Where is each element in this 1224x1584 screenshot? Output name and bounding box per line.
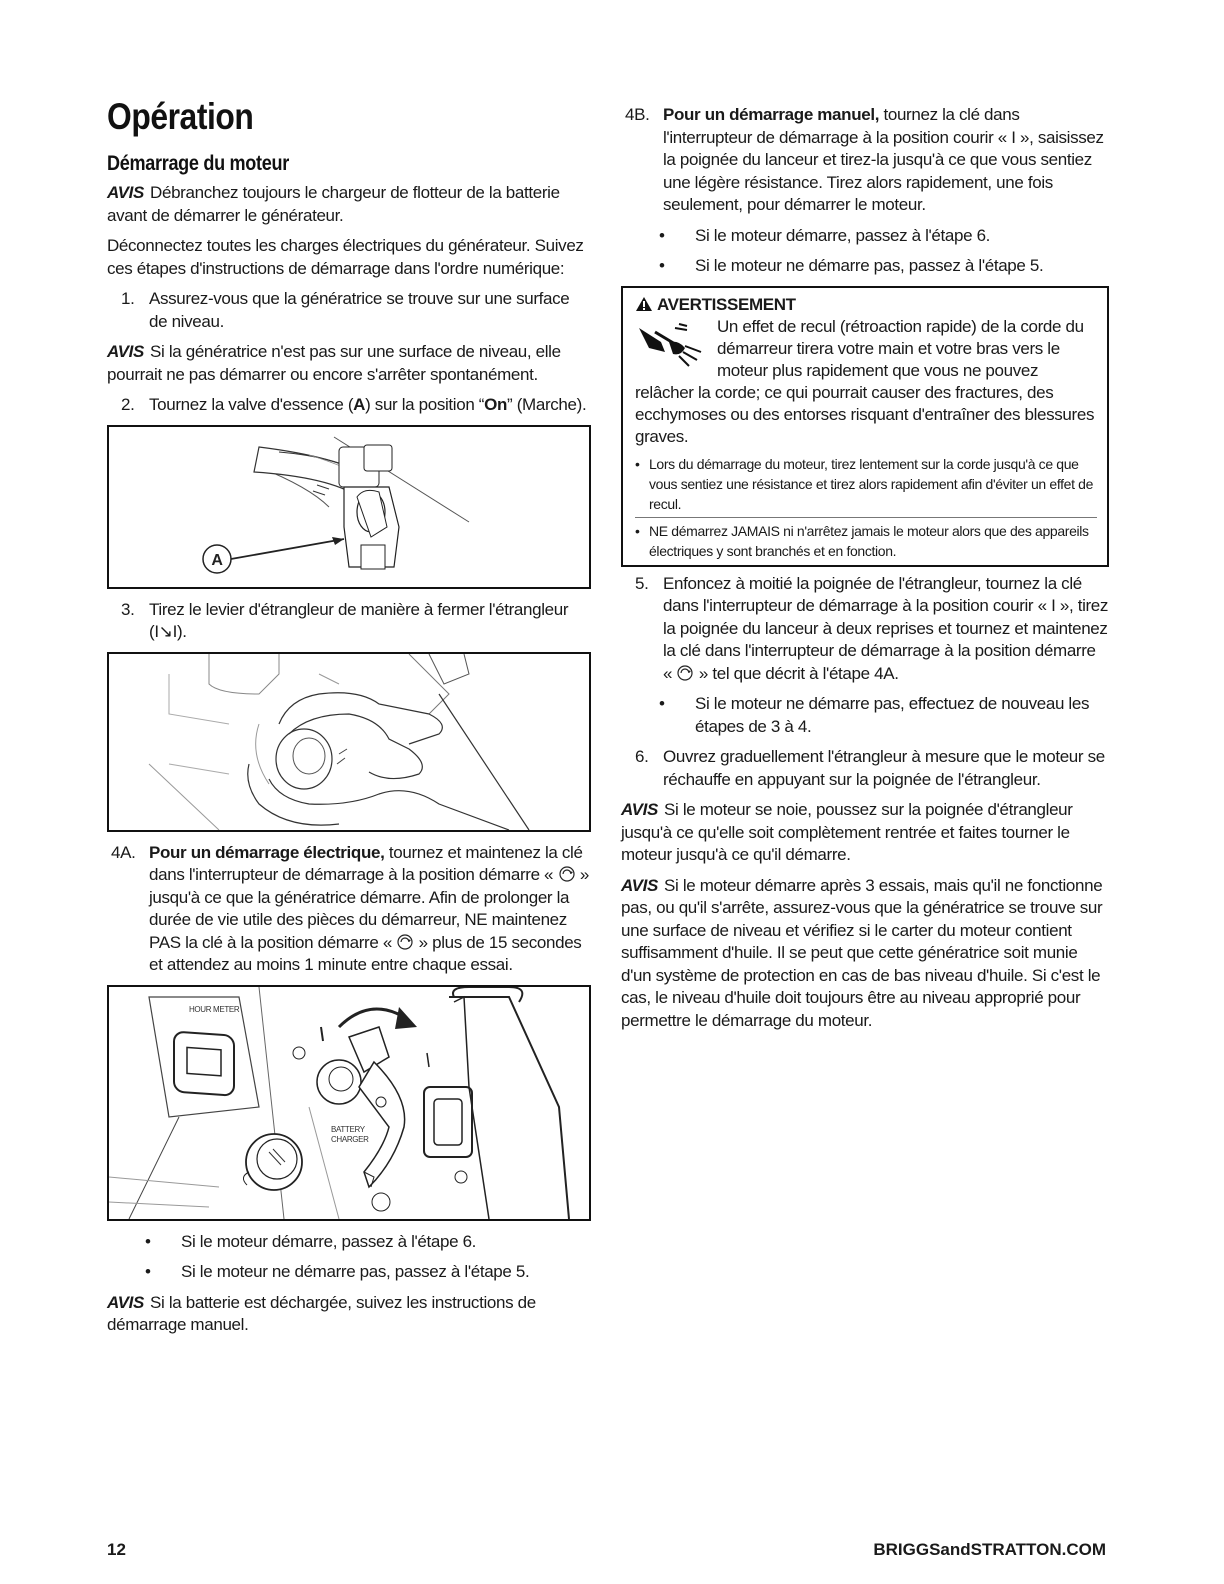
step5-bullet: • Si le moteur ne démarre pas, effectuez de nouveau les étapes de 3 à 4. — [659, 694, 1090, 736]
step-number: 5. — [635, 573, 649, 593]
step-number: 4A. — [111, 842, 136, 862]
left-column — [107, 96, 591, 1345]
avis-label: AVIS — [107, 1292, 145, 1312]
notice-text: Si le moteur se noie, poussez sur la poignée d'étrangleur jusqu'à ce qu'elle soit complètement rentrée et faites tourner le moteur jusqu'à ce qu'il démarre. — [621, 800, 1073, 864]
step-text: Pour un démarrage manuel, tournez la clé dans l'interrupteur de démarrage à la position courir « I », saisissez la poignée du lanceur et tirez-la jusqu'à ce que vous sentiez une légère résistance. Tirez alors rapidement, une fois seulement, pour démarrer le moteur. — [663, 105, 1104, 214]
right-bullet-2: • Si le moteur ne démarre pas, passez à l'étape 5. — [659, 256, 1044, 275]
figure-choke-lever — [107, 652, 591, 832]
step-text: Tirez le levier d'étrangleur de manière à fermer l'étrangleur (I↘I). — [149, 599, 569, 641]
step-text: Pour un démarrage électrique, tournez et maintenez la clé dans l'interrupteur de démarrage à la position démarre « » jusqu'à ce que la génératrice démarre. Afin de prolonger la durée de vie utile des pièces du démarreur, NE maintenez PAS la clé à la position démarre « » plus de 15 secondes et attendez au moins 1 minute entre chaque essai. — [149, 842, 590, 974]
avis-label: AVIS — [107, 342, 145, 361]
page-title: Opération — [107, 96, 254, 137]
step-text: Tournez la valve d'essence (A) sur la position “On” (Marche). — [149, 395, 587, 414]
battery-label: BATTERY — [331, 1124, 365, 1134]
warning-box — [621, 286, 1109, 567]
page-number: 12 — [107, 1540, 126, 1559]
notice-text: Si la génératrice n'est pas sur une surface de niveau, elle pourrait ne pas démarrer ou encore s'arrêter spontanément. — [107, 342, 561, 384]
right-column — [621, 104, 1109, 1040]
notice-text: Si la batterie est déchargée, suivez les instructions de démarrage manuel. — [107, 1292, 536, 1334]
figure-key-switch — [107, 985, 591, 1221]
avis-label: AVIS — [621, 875, 659, 895]
figure-callout-label: A — [211, 551, 223, 569]
warning-bullet-2: • NE démarrez JAMAIS ni n'arrêtez jamais le moteur alors que des appareils électriques y sont branchés et en fonction. — [635, 517, 1097, 561]
notice-text: Débranchez toujours le chargeur de flotteur de la batterie avant de démarrer le générateur. — [107, 183, 560, 225]
step-4b — [621, 104, 1109, 217]
step-text: Assurez-vous que la génératrice se trouve sur une surface de niveau. — [149, 289, 570, 331]
step-5 — [621, 573, 1109, 686]
notice-level-surface — [107, 341, 591, 386]
step-text: Enfoncez à moitié la poignée de l'étrangleur, tournez la clé dans l'interrupteur de démarrage à la position courir « I », tirez la poignée du lanceur à deux reprises et tournez et maintenez la clé dans l'interrupteur de démarrage à la position démarre « » tel que décrit à l'étape 4A. — [663, 573, 1109, 683]
left-bullet-1: • Si le moteur démarre, passez à l'étape 6. — [145, 1231, 477, 1251]
fuel-valve-illustration — [109, 427, 589, 587]
notice-text: Si le moteur démarre après 3 essais, mais qu'il ne fonctionne pas, ou qu'il s'arrête, assurez-vous que la génératrice se trouve sur une surface de niveau et vérifiez si le carter du moteur contient suffisamment d'huile. Il se peut que cette génératrice soit munie d'un système de protection en cas de bas niveau d'huile. Si c'est le cas, le niveau d'huile doit toujours être au niveau approprié pour permettre le démarrage du moteur. — [621, 875, 1103, 1030]
intro-text: Déconnectez toutes les charges électriques du générateur. Suivez ces étapes d'instructions de démarrage dans l'ordre numérique: — [107, 236, 584, 278]
notice-battery — [107, 1292, 591, 1337]
start-key-icon — [396, 933, 414, 951]
footer-website: BRIGGSandSTRATTON.COM — [873, 1540, 1106, 1559]
step-number: 2. — [121, 395, 135, 414]
step-text: Ouvrez graduellement l'étrangleur à mesure que le moteur se réchauffe en appuyant sur la poignée de l'étrangleur. — [663, 747, 1105, 789]
warning-triangle-icon — [635, 296, 653, 312]
step-3 — [107, 599, 591, 644]
notice-oil — [621, 875, 1109, 1033]
step-number: 6. — [635, 747, 649, 766]
step-6 — [621, 746, 1109, 791]
right-bullet-1: • Si le moteur démarre, passez à l'étape 6. — [659, 225, 991, 245]
choke-closed-icon: I↘I — [154, 622, 177, 641]
key-switch-illustration — [109, 987, 589, 1219]
avis-label: AVIS — [107, 183, 145, 202]
step-4a — [107, 842, 591, 977]
warning-text: Un effet de recul (rétroaction rapide) de la corde du démarreur tirera votre main et votre bras vers le moteur plus rapidement que vous ne pouvez relâcher la corde; ce qui pourrait causer des fractures, des ecchymoses ou des entorses risquant d'entraîner des blessures graves. — [635, 316, 1095, 446]
hour-meter-label: HOUR METER — [189, 1004, 240, 1014]
choke-lever-illustration — [109, 654, 589, 830]
step-number: 3. — [121, 599, 135, 619]
warning-bullet-1: • Lors du démarrage du moteur, tirez lentement sur la corde jusqu'à ce que vous sentiez une résistance et tirez alors rapidement afin d'éviter un effet de recul. — [635, 455, 1094, 512]
step-2 — [107, 394, 591, 417]
step-number: 4B. — [625, 105, 650, 124]
charger-label: CHARGER — [331, 1134, 369, 1144]
warning-title: AVERTISSEMENT — [657, 294, 796, 314]
figure-fuel-valve — [107, 425, 591, 589]
avis-label: AVIS — [621, 800, 659, 819]
start-key-icon — [558, 865, 576, 883]
section-title: Démarrage du moteur — [107, 152, 289, 175]
start-key-icon — [676, 664, 694, 682]
step-number: 1. — [121, 289, 135, 308]
step-1 — [107, 288, 591, 333]
notice-flooded — [621, 799, 1109, 867]
notice-float-charger — [107, 182, 591, 227]
kickback-hand-icon — [635, 318, 711, 382]
left-bullet-2: • Si le moteur ne démarre pas, passez à l'étape 5. — [145, 1262, 530, 1281]
